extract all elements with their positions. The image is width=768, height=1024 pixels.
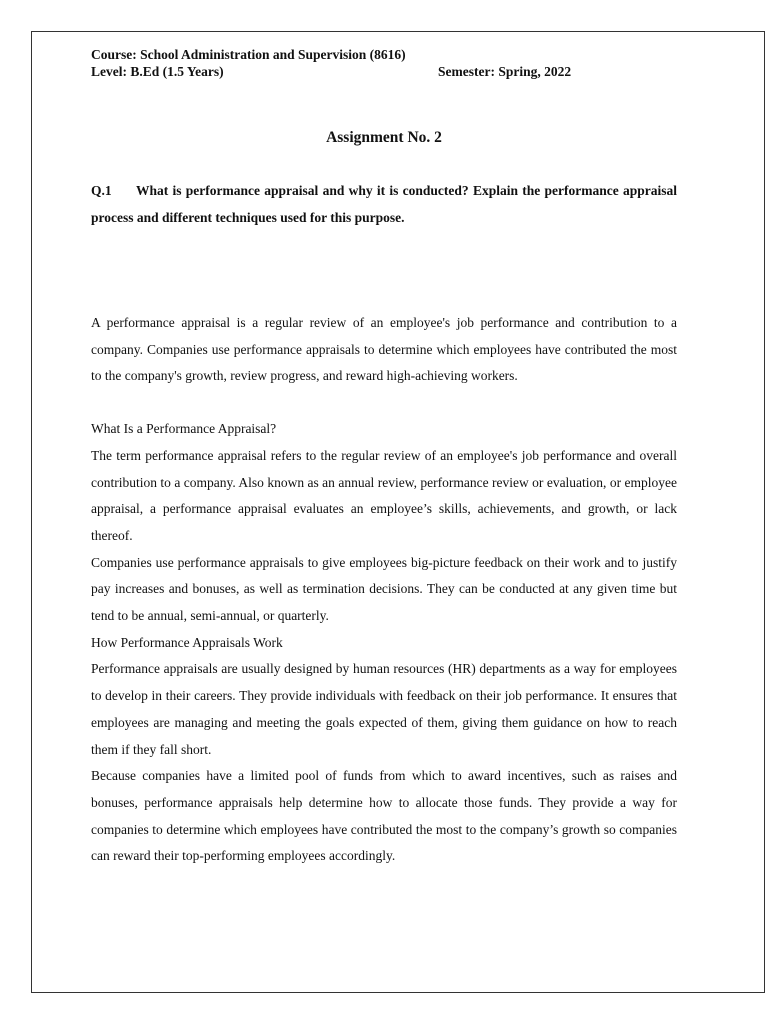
course-label: Course: School Administration and Supervision (8616) — [91, 47, 406, 62]
document-content — [91, 46, 677, 870]
paragraph-uses: Companies use performance appraisals to give employees big-picture feedback on their work and to justify pay increases and bonuses, as well as termination decisions. They can be conducted at any given time but tend to be annual, semi-annual, or quarterly. — [91, 554, 677, 624]
semester-label: Semester: Spring, 2022 — [438, 64, 572, 79]
question-number: Q.1 — [91, 183, 112, 198]
level-label: Level: B.Ed (1.5 Years) — [91, 64, 224, 79]
intro-paragraph: A performance appraisal is a regular review of an employee's job performance and contribution to a company. Companies use performance appraisals to determine which employees have contributed the most to the company's growth, review progress, and reward high-achieving workers. — [91, 315, 677, 384]
section-heading-what-is: What Is a Performance Appraisal? — [91, 421, 277, 437]
paragraph-gap — [91, 390, 677, 416]
course-line — [91, 46, 677, 63]
paragraph-definition: The term performance appraisal refers to the regular review of an employee's job performance and overall contribution to a company. Also known as an annual review, performance review or evaluation, or employee appraisal, a performance appraisal evaluates an employee’s skills, achievements, and growth, or lack thereof. — [91, 447, 677, 543]
level-semester-line — [91, 63, 677, 80]
paragraph-funds: Because companies have a limited pool of funds from which to award incentives, such as raises and bonuses, performance appraisals help determine how to allocate those funds. They provide a way for companies to determine which employees have contributed the most to the company’s growth so companies can reward their top-performing employees accordingly. — [91, 768, 677, 864]
section-heading-how-work: How Performance Appraisals Work — [91, 634, 283, 650]
assignment-title: Assignment No. 2 — [326, 129, 442, 146]
question-block — [91, 178, 677, 231]
paragraph-hr-design: Performance appraisals are usually designed by human resources (HR) departments as a way for employees to develop in their careers. They provide individuals with feedback on their job performance. It ensures that employees are managing and meeting the goals expected of them, giving them guidance on how to reach them if they fall short. — [91, 661, 677, 757]
question-text: What is performance appraisal and why it is conducted? Explain the performance appraisal process and different techniques used for this purpose. — [91, 183, 677, 225]
